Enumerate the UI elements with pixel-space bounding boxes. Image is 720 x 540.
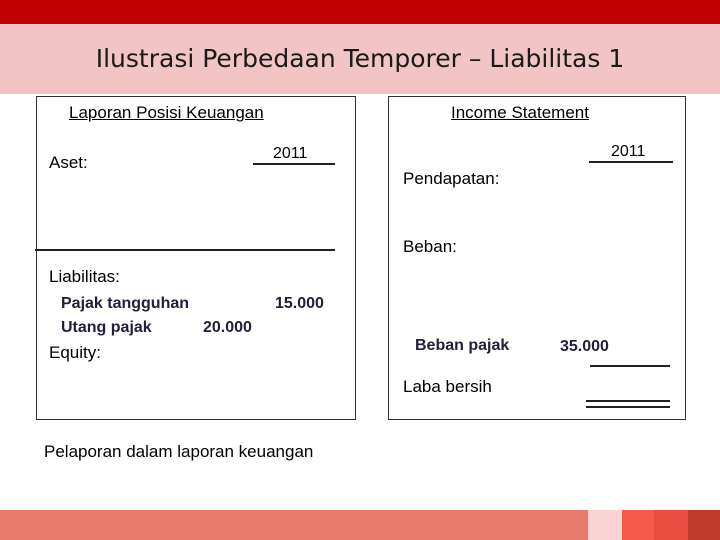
net-income-label: Laba bersih [403,377,492,396]
equity-label: Equity: [49,343,101,362]
income-statement-year: 2011 [611,143,646,160]
deferred-tax-value: 15.000 [275,295,324,312]
deferred-tax-label: Pajak tangguhan [61,295,190,312]
footer-block-red [622,510,654,540]
footer-block-light [588,510,622,540]
income-year-underline [589,161,673,163]
balance-sheet-year: 2011 [273,145,308,162]
footer-block-dark [688,510,720,540]
section-divider [35,249,335,251]
asset-label: Aset: [49,153,88,172]
income-statement-heading: Income Statement [451,103,589,122]
balance-sheet-panel [36,96,356,420]
liabilities-label: Liabilitas: [49,267,120,286]
income-statement-panel [388,96,686,420]
tax-expense-label: Beban pajak [415,337,510,354]
caption: Pelaporan dalam laporan keuangan [44,442,314,461]
footer-block-accent [654,510,688,540]
revenue-label: Pendapatan: [403,169,500,188]
slide-title: Ilustrasi Perbedaan Temporer – Liabilitas 1 [95,44,625,73]
year-underline [253,163,335,165]
tax-payable-value: 20.000 [203,319,252,336]
tax-payable-label: Utang pajak [61,319,152,336]
net-income-double-rule-top [586,400,670,402]
balance-sheet-heading: Laporan Posisi Keuangan [69,103,264,122]
tax-expense-underline [590,365,670,367]
tax-expense-value: 35.000 [560,338,609,355]
expense-label: Beban: [403,237,457,256]
footer-stripe [0,510,588,540]
top-accent-bar [0,0,720,24]
net-income-double-rule-bottom [586,406,670,408]
